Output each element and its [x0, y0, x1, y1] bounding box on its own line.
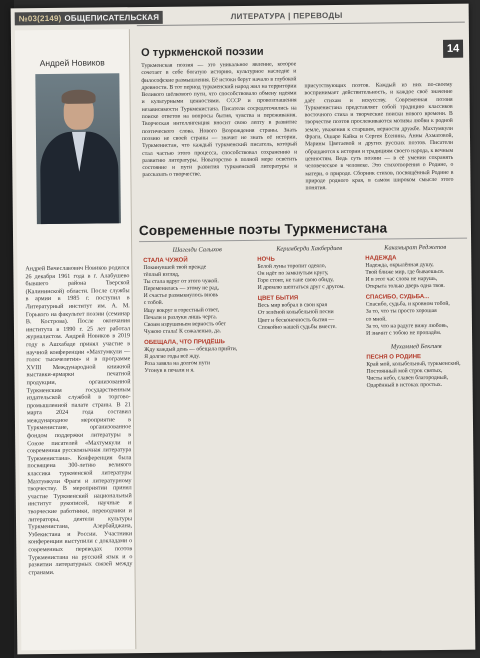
poem-text: Весь мир вобрал в свои края От зелёной колыбельной песни Цвет и бесконечность бытия — Спокойно нашей судьбы вместе.	[257, 302, 337, 331]
author-name: Андрей Новиков	[39, 57, 105, 69]
poem-title: ЦВЕТ БЫТИЯ	[257, 295, 299, 303]
poem-title: НОЧЬ	[257, 256, 275, 263]
poet-name: Шагелди Салыхов	[172, 246, 222, 254]
section-title: Современные поэты Туркменистана	[138, 220, 388, 239]
issue-number: №03(2149)	[18, 13, 62, 24]
author-sidebar	[15, 29, 136, 650]
poem-text: Спасибо, судьба, и кровном тобой, За то, что ты просто хорошая со мной. За то, что на радуге вижу любовь, И значит с тобою не пропадём.	[365, 301, 450, 337]
poem-title: НАДЕЖДА	[365, 255, 397, 262]
newspaper-masthead	[15, 11, 164, 26]
article-column-2: присутствующих поэтов. Каждый из них по-своему воспринимает действительность, и каждое своё значение даёт стихам и искусству. Современная поэзия Туркменистана представляет собой традицию классиков восточного стиха и творческие поиски нового времени. В творчестве поэтов прослеживаются мотивы любви к родной земле, уважения к старшим, верности дружбе. Махтумкули Фраги, Ошаре Кайка и Сергея Есенина, Анны Ахматовой, Марины Цветаевой и других русских поэтов. Писатели обращаются к истории и традициям своего народа, к вечным ценностям. Ведь суть поэзии — в её умении сохранять человеческое в человеке. Это стихотворения о Родине, о матери, о природе. Сборник стихов, посвящённый Родине в природе родного края, в самом широком смысле этого понятия.	[304, 81, 454, 192]
poet-name: Керимберди Хакбердиев	[276, 244, 343, 253]
newspaper-name: ОБЩЕПИСАТЕЛЬСКАЯ	[64, 12, 160, 23]
poem-title: СПАСИБО, СУДЬБА...	[365, 294, 430, 302]
section-rule	[139, 238, 467, 242]
poet-name: Какамырат Реджепов	[384, 243, 447, 252]
poem-column-3	[365, 244, 467, 390]
poem-text: Покинувшей твой прежде тёплый взгляд, Ты стала вдруг от этого чужой. Переменилась — этому не рад, И счастье размыкнулось вновь с тобой. Ищу вокруг в горестный ответ, Печали и разлуки лишь черта. Своим изрушеньем верность обет Чужою стала! К сожаленью, да.	[143, 264, 227, 335]
article-column-1: Туркменская поэзия — это уникальное явление, которое сочетает в себе богатую историю, культурное наследие и философские размышления. Её истоки берут начало в глубокой древности. В тот период туркменский народ жил на территории Великого шёлкового пути, что способствовало обмену идеями и культурными ценностями. СССР и провозглашения независимости Туркменистана. Писатели сосредоточились на поиске ответов на вопросы бытия, чувства и переживания. Творческая интеллигенция вносит свою лепту в развитие поэтического слова. Нового Возрождения страны. Знать поэзию не своей страны — значит не знать её истории. Туркменистан, что каждый туркменский писатель, который стал частью этого процесса, способствовал сохранению и развитию литературы. Новаторство в полной мере осветить состояние и пути развития туркменской литературы и рассказать о творчестве.	[141, 61, 298, 179]
header-rule	[137, 22, 465, 26]
poem-title: ПЕСНЯ О РОДИНЕ	[366, 353, 422, 361]
poem-column-2	[257, 245, 362, 332]
poem-column-1	[143, 246, 252, 375]
article-title: О туркменской поэзии	[141, 45, 264, 60]
poem-text: Надежда, окрылённая душу, Твой ближе мир, где бываешься. И в этот час слова не нарушь, Открыта только дверь одна твоя.	[365, 261, 445, 290]
poet-name: Мухаммед Бекгиев	[390, 342, 442, 351]
poem-title: СТАЛА ЧУЖОЙ	[143, 257, 188, 265]
section-header: ЛИТЕРАТУРА | ПЕРЕВОДЫ	[230, 10, 343, 22]
photo-hair	[61, 90, 95, 104]
newspaper-page	[11, 4, 476, 655]
author-bio: Андрей Вячеславович Новиков родился 26 декабря 1961 года в г. Алабушево бывшего района Тверской (Калининской) области. После службы в армии в 1985 г. поступил в Литературный институт им. А. М. Горького на факультет поэзии (семинар В. Кострова). После окончания института в 1990 г. 25 лет работал журналистом. Андрей Новиков в 2019 году в Ашхабаде принял участие в научной конференции «Махтумкули — голос тысячелетия» и в программе XVIII Международной книжной выставки-ярмарки печатной продукции, организованной Туркменским государственным издательской службой в торгово-промышленной палате страны. В 21 марта 2024 года составил международное мероприятие в Туркменистане, организованное фондом поддержки литературы в Союзе писателей «Махтумкули и современная русскоязычная литература Туркменистана». Конференция была посвящена 300-летию великого классика туркменской литературы Махтумкули Фраги и литературному творчеству. В мероприятии принял участие Туркменский национальный институт рукописей, научные и творческие работники, переводчики и литераторы, деятели культуры Туркменистана, Азербайджана, Узбекистана и России. Участники конференции выступили с докладами о современных переводах поэтов Туркменистана на русский язык и о развитии литературных связей между странами.	[25, 265, 133, 577]
poem-text: Жду каждый день — обещала прийти, Я долгие годы всё жду. Роза завяла на долгом пути Утонув в печали и я.	[144, 345, 238, 375]
page-number: 14	[443, 40, 463, 58]
poem-text: Край мой, колыбельный, туркменский, Постоянный мой строк святых, Чисты небо, славен благородный, Одарённый в истоках простых.	[366, 360, 461, 389]
poem-text: Белой луны торопит одеяло, Он идёт по замкнутым кругу, Горе стоит, не тане свою обиду, И дремлю шептаться друг с другом.	[257, 263, 345, 292]
author-photo	[35, 73, 121, 224]
poem-title: ОБЕЩАЛА, ЧТО ПРИДЁШЬ	[144, 339, 225, 346]
